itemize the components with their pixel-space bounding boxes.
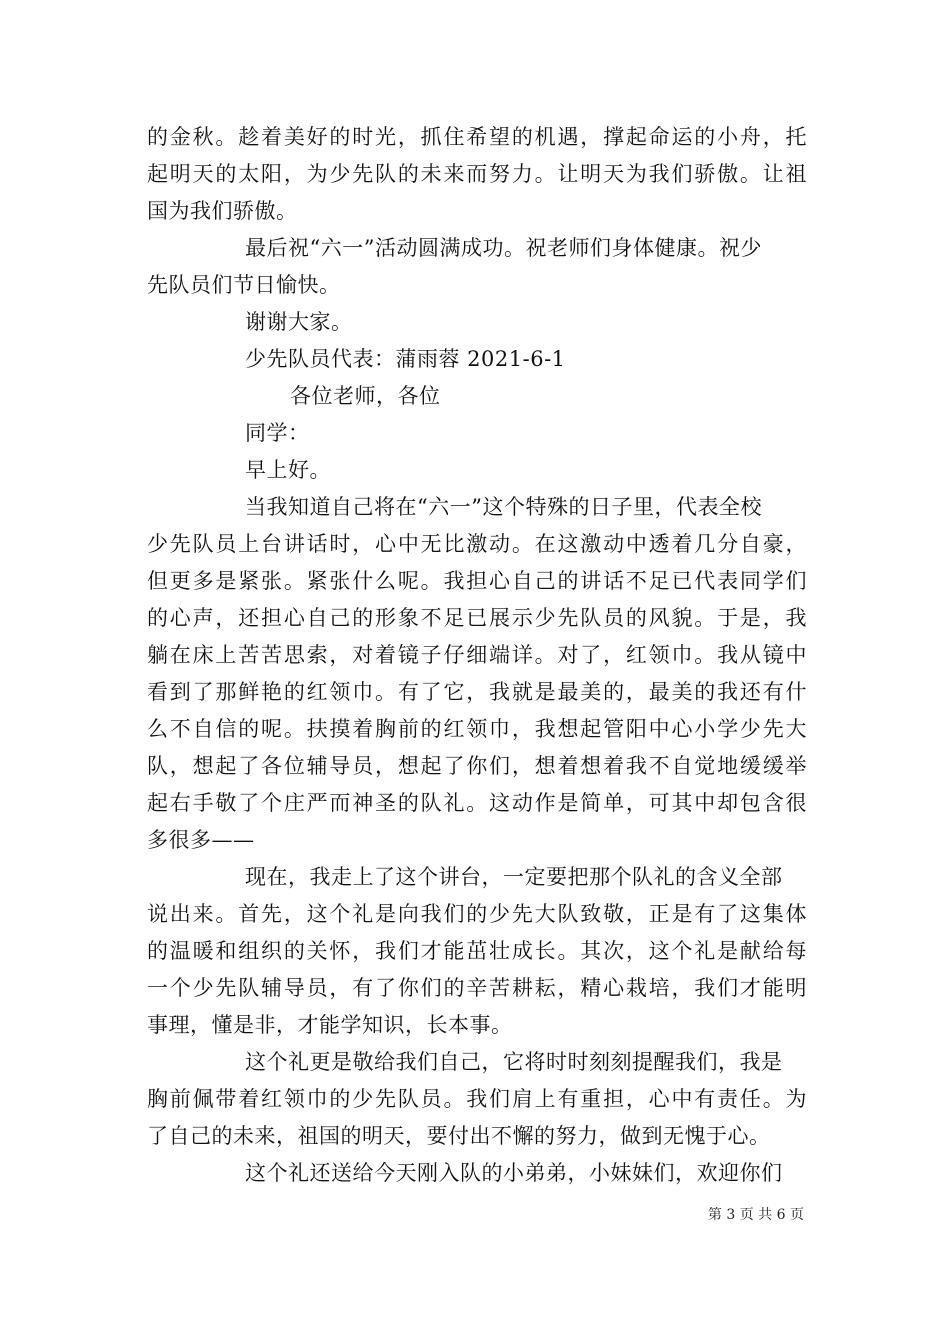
text-line: 现在，我走上了这个讲台，一定要把那个队礼的含义全部 xyxy=(245,865,783,889)
text-line: 但更多是紧张。紧张什么呢。我担心自己的讲话不足已代表同学们 xyxy=(147,569,807,593)
body-text xyxy=(147,119,807,1192)
text-line: 当我知道自己将在“六一”这个特殊的日子里，代表全校 xyxy=(245,495,762,519)
text-line: 多很多—— xyxy=(147,828,255,852)
text-line: 事理，懂是非，才能学知识，长本事。 xyxy=(147,1013,513,1037)
text-line: 看到了那鲜艳的红领巾。有了它，我就是最美的，最美的我还有什 xyxy=(147,680,807,704)
text-line: 的心声，还担心自己的形象不足已展示少先队员的风貌。于是，我 xyxy=(147,606,807,630)
text-line: 最后祝“六一”活动圆满成功。祝老师们身体健康。祝少 xyxy=(245,236,762,260)
text-line: 的金秋。趁着美好的时光，抓住希望的机遇，撑起命运的小舟，托 xyxy=(147,125,807,149)
text-line: 躺在床上苦苦思索，对着镜子仔细端详。对了，红领巾。我从镜中 xyxy=(147,643,807,667)
page-number-footer: 第 3 页 共 6 页 xyxy=(707,1207,804,1223)
text-line: 说出来。首先，这个礼是向我们的少先大队致敬，正是有了这集体 xyxy=(147,902,807,926)
text-line: 胸前佩带着红领巾的少先队员。我们肩上有重担，心中有责任。为 xyxy=(147,1087,807,1111)
text-line: 起明天的太阳，为少先队的未来而努力。让明天为我们骄傲。让祖 xyxy=(147,162,807,186)
text-line: 起右手敬了个庄严而神圣的队礼。这动作是简单，可其中却包含很 xyxy=(147,791,807,815)
text-line: 一个少先队辅导员，有了你们的辛苦耕耘，精心栽培，我们才能明 xyxy=(147,976,807,1000)
text-line: 这个礼更是敬给我们自己，它将时时刻刻提醒我们，我是 xyxy=(245,1050,783,1074)
greeting-line: 早上好。 xyxy=(245,458,331,482)
text-line: 的温暖和组织的关怀，我们才能茁壮成长。其次，这个礼是献给每 xyxy=(147,939,807,963)
text-line: 少先队员上台讲话时，心中无比激动。在这激动中透着几分自豪， xyxy=(147,532,807,556)
text-line: 谢谢大家。 xyxy=(245,310,353,334)
text-line: 么不自信的呢。扶摸着胸前的红领巾，我想起管阳中心小学少先大 xyxy=(147,717,807,741)
signature-line: 少先队员代表：蒲雨蓉 2021-6-1 xyxy=(245,347,566,371)
text-line: 队，想起了各位辅导员，想起了你们，想着想着我不自觉地缓缓举 xyxy=(147,754,807,778)
salutation-line: 各位老师，各位 xyxy=(290,384,441,408)
text-line: 先队员们节日愉快。 xyxy=(147,273,341,297)
salutation-line: 同学： xyxy=(245,421,310,445)
text-line: 了自己的未来，祖国的明天，要付出不懈的努力，做到无愧于心。 xyxy=(147,1124,771,1148)
text-line: 这个礼还送给今天刚入队的小弟弟，小妹妹们，欢迎你们 xyxy=(245,1161,783,1185)
text-line: 国为我们骄傲。 xyxy=(147,199,298,223)
